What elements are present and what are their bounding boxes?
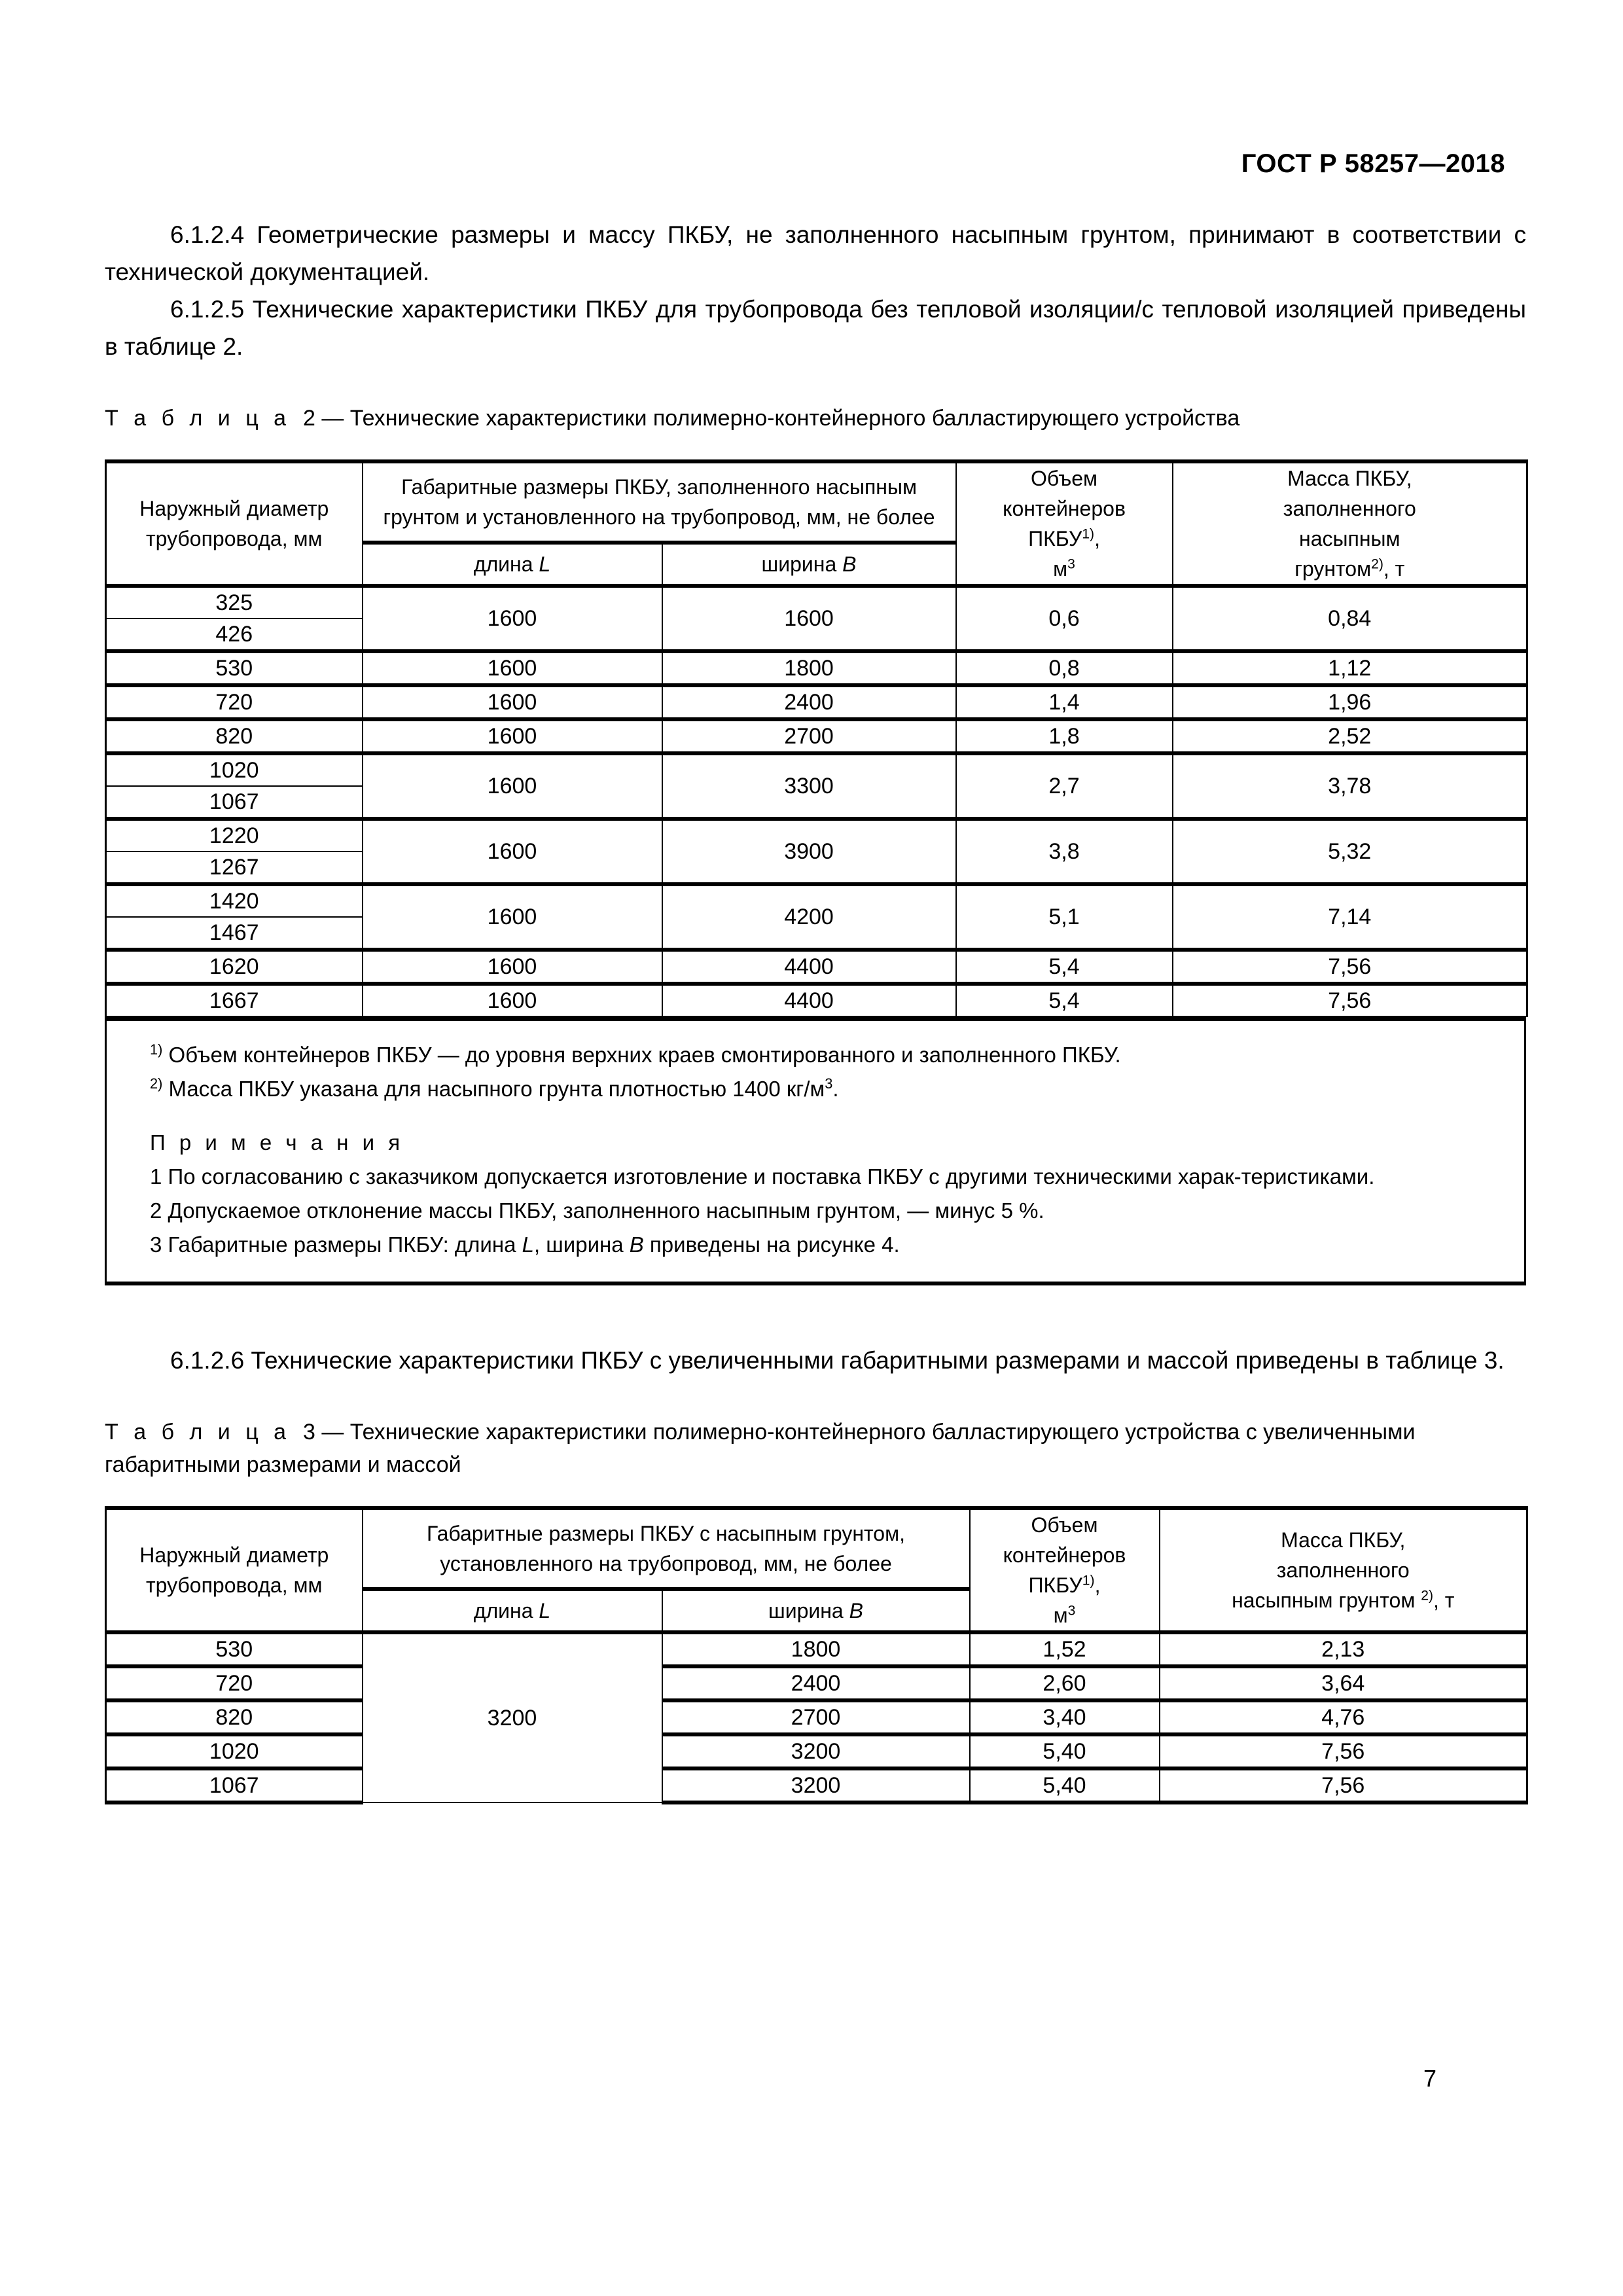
table-2-header-mass: Масса ПКБУ, заполненного насыпным грунтом$^{2)}$, т <box>1173 461 1527 586</box>
table-2-header-row-1 <box>106 461 1527 543</box>
table-3-cell-mass: 2,13 <box>1160 1632 1527 1666</box>
table-2-cell-width: 3300 <box>662 753 956 819</box>
table-3-cell-volume: 1,52 <box>970 1632 1160 1666</box>
table-2-cell-mass: 1,96 <box>1173 685 1527 719</box>
table-3-header-row-1 <box>106 1508 1527 1589</box>
table-2-cell-mass: 1,12 <box>1173 651 1527 685</box>
table-2-header-dimensions-group: Габаритные размеры ПКБУ, заполненного насыпным грунтом и установленного на трубопровод, мм, не более <box>363 461 956 543</box>
table-3-cell-width: 3200 <box>662 1768 970 1803</box>
table-3-cell-volume: 3,40 <box>970 1700 1160 1734</box>
table-2-header-volume: Объем контейнеров ПКБУ$^{1)}$, $м^3$ <box>956 461 1173 586</box>
table-3-caption-label: Т а б л и ц а <box>105 1420 291 1444</box>
table-3-header-mass: Масса ПКБУ, заполненного насыпным грунтом $^{2)}$, т <box>1160 1508 1527 1632</box>
table-2-caption <box>105 402 1526 435</box>
table-row <box>106 719 1527 753</box>
table-row <box>106 1666 1527 1700</box>
table-2-cell-diameter: 1420 <box>106 884 363 917</box>
table-2-caption-text: — Технические характеристики полимерно-контейнерного балластирующего устройства <box>321 406 1240 431</box>
paragraph-6-1-2-5: 6.1.2.5 Технические характеристики ПКБУ для трубопровода без тепловой изоляции/с тепловой изоляцией приведены в таблице 2. <box>105 296 1526 360</box>
table-3 <box>105 1506 1528 1804</box>
table-row <box>106 685 1527 719</box>
table-3-cell-diameter: 1067 <box>106 1768 363 1803</box>
table-2-cell-mass: 0,84 <box>1173 586 1527 651</box>
table-3-cell-diameter: 720 <box>106 1666 363 1700</box>
table-3-caption-text: — Технические характеристики полимерно-контейнерного балластирующего устройства с увеличенными габаритными размерами и массой <box>105 1420 1416 1477</box>
table-3-cell-diameter: 530 <box>106 1632 363 1666</box>
table-2-cell-diameter: 530 <box>106 651 363 685</box>
table-3-cell-diameter: 820 <box>106 1700 363 1734</box>
table-2-cell-diameter: 426 <box>106 619 363 651</box>
table-3-caption <box>105 1416 1526 1481</box>
table-3-cell-width: 3200 <box>662 1734 970 1768</box>
table-2-cell-length: 1600 <box>363 950 662 984</box>
table-3-cell-width: 1800 <box>662 1632 970 1666</box>
table-2-header-length: длина L <box>363 543 662 586</box>
table-2-footnote-2: $^{2)}$ Масса ПКБУ указана для насыпного грунта плотностью 1400 $кг/м^3$. <box>150 1075 839 1101</box>
table-2-cell-volume: 5,4 <box>956 984 1173 1016</box>
table-2-cell-length: 1600 <box>363 819 662 884</box>
table-3-header-volume: Объем контейнеров ПКБУ$^{1)}$, $м^3$ <box>970 1508 1160 1632</box>
page-number: 7 <box>1423 2065 1437 2092</box>
table-3-header-diameter: Наружный диаметр трубопровода, мм <box>106 1508 363 1632</box>
table-2-notes-box <box>105 1017 1526 1285</box>
table-2-cell-length: 1600 <box>363 884 662 950</box>
standard-header: ГОСТ Р 58257—2018 <box>1241 149 1505 178</box>
table-2 <box>105 459 1528 1017</box>
table-2-cell-width: 1600 <box>662 586 956 651</box>
table-row <box>106 1700 1527 1734</box>
table-2-cell-length: 1600 <box>363 753 662 819</box>
paragraph-6-1-2-6: 6.1.2.6 Технические характеристики ПКБУ с увеличенными габаритными размерами и массой приведены в таблице 3. <box>170 1347 1505 1374</box>
table-2-cell-width: 4400 <box>662 950 956 984</box>
table-2-cell-volume: 0,6 <box>956 586 1173 651</box>
table-3-cell-length: 3200 <box>363 1632 662 1803</box>
table-3-header-dimensions-group: Габаритные размеры ПКБУ с насыпным грунтом, установленного на трубопровод, мм, не более <box>363 1508 970 1589</box>
table-3-cell-width: 2400 <box>662 1666 970 1700</box>
table-2-cell-length: 1600 <box>363 586 662 651</box>
table-2-cell-width: 3900 <box>662 819 956 884</box>
table-2-header-width: ширина B <box>662 543 956 586</box>
table-2-note-3: 3 Габаритные размеры ПКБУ: длина L, ширина B приведены на рисунке 4. <box>150 1232 900 1257</box>
table-2-cell-length: 1600 <box>363 651 662 685</box>
table-row <box>106 651 1527 685</box>
table-2-note-2: 2 Допускаемое отклонение массы ПКБУ, заполненного насыпным грунтом, — минус 5 %. <box>150 1198 1044 1223</box>
table-2-cell-width: 2700 <box>662 719 956 753</box>
table-2-cell-volume: 2,7 <box>956 753 1173 819</box>
table-3-cell-volume: 2,60 <box>970 1666 1160 1700</box>
table-3-cell-volume: 5,40 <box>970 1768 1160 1803</box>
table-2-cell-volume: 0,8 <box>956 651 1173 685</box>
table-2-cell-mass: 3,78 <box>1173 753 1527 819</box>
table-3-header-width: ширина B <box>662 1589 970 1632</box>
table-2-cell-mass: 2,52 <box>1173 719 1527 753</box>
table-2-cell-width: 4400 <box>662 984 956 1016</box>
table-row <box>106 819 1527 852</box>
table-2-cell-diameter: 1667 <box>106 984 363 1016</box>
table-2-caption-label: Т а б л и ц а <box>105 406 291 431</box>
table-3-cell-width: 2700 <box>662 1700 970 1734</box>
table-2-caption-number: 2 <box>302 406 315 431</box>
table-2-note-1: 1 По согласованию с заказчиком допускается изготовление и поставка ПКБУ с другими техническими харак-теристиками. <box>150 1164 1375 1189</box>
table-2-cell-volume: 5,1 <box>956 884 1173 950</box>
table-row <box>106 950 1527 984</box>
table-2-cell-mass: 7,56 <box>1173 984 1527 1016</box>
table-3-cell-diameter: 1020 <box>106 1734 363 1768</box>
table-2-cell-length: 1600 <box>363 685 662 719</box>
table-2-cell-diameter: 1620 <box>106 950 363 984</box>
page-content <box>105 216 1526 1804</box>
table-2-cell-mass: 7,56 <box>1173 950 1527 984</box>
table-row <box>106 586 1527 619</box>
table-2-cell-diameter: 1467 <box>106 917 363 950</box>
table-2-cell-diameter: 720 <box>106 685 363 719</box>
table-3-header-length: длина L <box>363 1589 662 1632</box>
table-3-cell-volume: 5,40 <box>970 1734 1160 1768</box>
table-2-cell-mass: 5,32 <box>1173 819 1527 884</box>
table-2-cell-width: 2400 <box>662 685 956 719</box>
table-3-cell-mass: 4,76 <box>1160 1700 1527 1734</box>
table-2-cell-volume: 5,4 <box>956 950 1173 984</box>
table-2-cell-diameter: 820 <box>106 719 363 753</box>
table-2-cell-diameter: 1020 <box>106 753 363 786</box>
table-row <box>106 1632 1527 1666</box>
table-2-cell-width: 4200 <box>662 884 956 950</box>
table-row <box>106 984 1527 1016</box>
table-2-cell-length: 1600 <box>363 719 662 753</box>
table-3-cell-mass: 7,56 <box>1160 1734 1527 1768</box>
table-2-cell-length: 1600 <box>363 984 662 1016</box>
table-2-cell-diameter: 1067 <box>106 786 363 819</box>
table-2-cell-diameter: 325 <box>106 586 363 619</box>
table-row <box>106 753 1527 786</box>
paragraph-6-1-2-4: 6.1.2.4 Геометрические размеры и массу ПКБУ, не заполненного насыпным грунтом, принимают в соответствии с технической документацией. <box>105 221 1526 285</box>
table-2-cell-volume: 1,8 <box>956 719 1173 753</box>
table-2-cell-width: 1800 <box>662 651 956 685</box>
table-2-cell-mass: 7,14 <box>1173 884 1527 950</box>
table-row <box>106 1734 1527 1768</box>
table-2-cell-diameter: 1220 <box>106 819 363 852</box>
table-2-header-diameter: Наружный диаметр трубопровода, мм <box>106 461 363 586</box>
table-2-cell-volume: 3,8 <box>956 819 1173 884</box>
table-3-cell-mass: 7,56 <box>1160 1768 1527 1803</box>
table-2-footnote-1: $^{1)}$ Объем контейнеров ПКБУ — до уровня верхних краев смонтированного и заполненного ПКБУ. <box>150 1041 1121 1067</box>
table-2-cell-diameter: 1267 <box>106 852 363 884</box>
table-2-cell-volume: 1,4 <box>956 685 1173 719</box>
table-row <box>106 884 1527 917</box>
table-2-notes-title: П р и м е ч а н и я <box>150 1130 404 1155</box>
table-3-caption-number: 3 <box>302 1420 315 1444</box>
table-row <box>106 1768 1527 1803</box>
table-3-cell-mass: 3,64 <box>1160 1666 1527 1700</box>
